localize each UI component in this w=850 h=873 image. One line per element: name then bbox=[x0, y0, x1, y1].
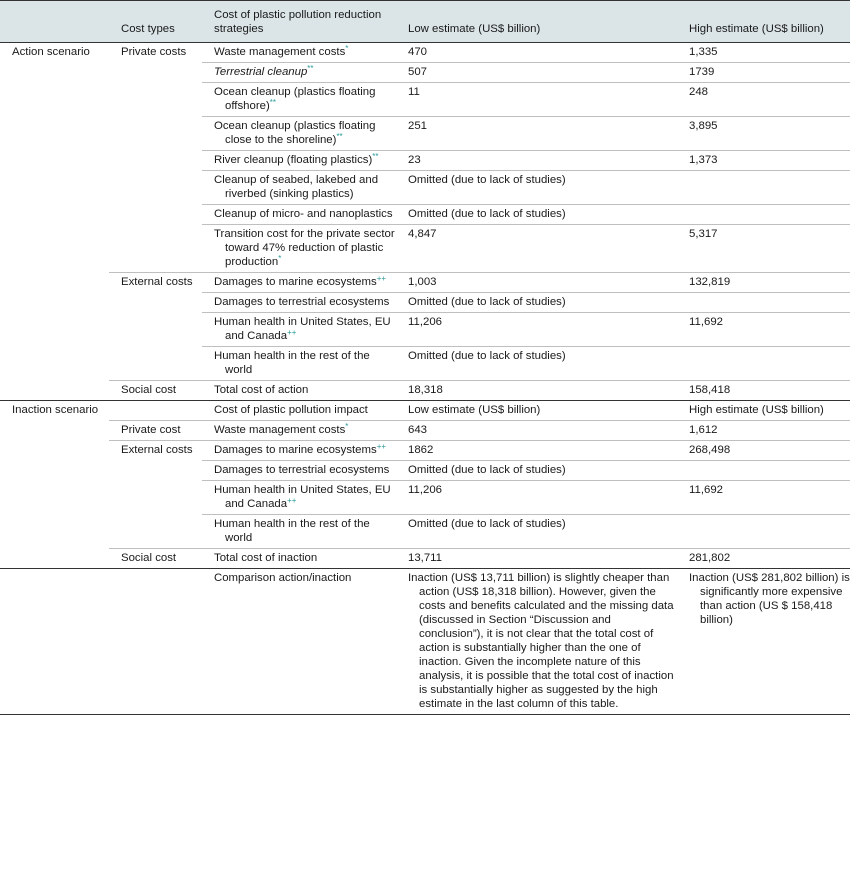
scenario-label bbox=[0, 273, 109, 293]
cost-item-label: Human health in United States, EU and Canada bbox=[214, 316, 391, 342]
footnote-mark: ** bbox=[269, 98, 276, 107]
cost-item-label: Cleanup of micro- and nanoplastics bbox=[214, 208, 393, 220]
cost-type bbox=[109, 225, 202, 273]
cost-item bbox=[202, 151, 396, 171]
footnote-mark: * bbox=[278, 254, 282, 263]
cost-type bbox=[109, 515, 202, 549]
cost-item-wrap bbox=[214, 227, 396, 269]
high-estimate: 132,819 bbox=[677, 273, 850, 293]
footnote-mark: * bbox=[345, 422, 349, 431]
cost-item bbox=[202, 83, 396, 117]
cost-item bbox=[202, 117, 396, 151]
footnote-mark: ++ bbox=[287, 328, 297, 337]
scenario-label bbox=[0, 381, 109, 401]
scenario-empty bbox=[0, 481, 109, 515]
scenario-label bbox=[0, 313, 109, 347]
low-estimate: 251 bbox=[396, 117, 677, 151]
cost-item bbox=[202, 293, 396, 313]
cost-item-wrap bbox=[214, 517, 396, 545]
scenario-label bbox=[0, 117, 109, 151]
high-estimate: 1,373 bbox=[677, 151, 850, 171]
low-estimate: Omitted (due to lack of studies) bbox=[396, 171, 677, 205]
cost-item-wrap bbox=[214, 295, 396, 309]
table-header-row bbox=[0, 1, 850, 43]
high-estimate: 1739 bbox=[677, 63, 850, 83]
table-row bbox=[0, 347, 850, 381]
low-estimate: 643 bbox=[396, 421, 677, 441]
scenario-label bbox=[0, 171, 109, 205]
high-estimate: 1,612 bbox=[677, 421, 850, 441]
high-estimate: 268,498 bbox=[677, 441, 850, 461]
cost-item-label: Total cost of inaction bbox=[214, 552, 318, 564]
cost-item-label: Terrestrial cleanup bbox=[214, 66, 308, 78]
table-row bbox=[0, 273, 850, 293]
table-row bbox=[0, 421, 850, 441]
cost-item-label: Ocean cleanup (plastics floating offshore) bbox=[214, 86, 376, 112]
comparison-low: Inaction (US$ 13,711 billion) is slightly cheaper than action (US$ 18,318 billion). However, given the costs and benefits calculated and the missing data (discussed in Section “Discussion and conclusion”), it is not clear that the total cost of action is substantially higher than the one of inaction. Given the incomplete nature of this analysis, it is possible that the total cost of inaction is substantially higher as suggested by the high estimate in the last column of this table. bbox=[396, 569, 677, 715]
inaction-header-row bbox=[0, 401, 850, 421]
table-row bbox=[0, 549, 850, 569]
low-estimate: 11 bbox=[396, 83, 677, 117]
cost-type bbox=[109, 171, 202, 205]
low-estimate: 1862 bbox=[396, 441, 677, 461]
header-cost-types: Cost types bbox=[109, 1, 202, 43]
scenario-label bbox=[0, 151, 109, 171]
comparison-label: Comparison action/inaction bbox=[202, 569, 396, 715]
cost-type bbox=[109, 151, 202, 171]
cost-item bbox=[202, 63, 396, 83]
cost-item-label: Damages to marine ecosystems bbox=[214, 276, 377, 288]
low-estimate: Omitted (due to lack of studies) bbox=[396, 461, 677, 481]
high-estimate bbox=[677, 293, 850, 313]
high-estimate: 11,692 bbox=[677, 481, 850, 515]
cost-type: Private cost bbox=[109, 421, 202, 441]
low-estimate: 1,003 bbox=[396, 273, 677, 293]
cost-item bbox=[202, 461, 396, 481]
high-estimate: 248 bbox=[677, 83, 850, 117]
low-estimate: 507 bbox=[396, 63, 677, 83]
footnote-mark: ** bbox=[336, 132, 343, 141]
cost-item-label: Waste management costs bbox=[214, 424, 346, 436]
high-estimate bbox=[677, 347, 850, 381]
scenario-empty bbox=[0, 421, 109, 441]
cost-item-label: Damages to terrestrial ecosystems bbox=[214, 464, 390, 476]
low-estimate: 23 bbox=[396, 151, 677, 171]
cost-type: Social cost bbox=[121, 552, 177, 564]
header-low-estimate: Low estimate (US$ billion) bbox=[396, 1, 677, 43]
cost-type bbox=[109, 205, 202, 225]
cost-type: External costs bbox=[121, 444, 193, 456]
cost-item bbox=[202, 381, 396, 401]
comparison-empty-2 bbox=[109, 569, 202, 715]
low-estimate: Omitted (due to lack of studies) bbox=[396, 293, 677, 313]
table-row bbox=[0, 83, 850, 117]
cost-item-wrap bbox=[214, 173, 396, 201]
cost-item-wrap bbox=[214, 207, 396, 221]
cost-item-wrap bbox=[214, 551, 396, 565]
cost-item-wrap bbox=[214, 483, 396, 511]
cost-item-label: Ocean cleanup (plastics floating close to the shoreline) bbox=[214, 120, 376, 146]
table-row bbox=[0, 461, 850, 481]
scenario-empty bbox=[0, 461, 109, 481]
table-row bbox=[0, 63, 850, 83]
cost-item-wrap bbox=[214, 383, 396, 397]
low-estimate: Omitted (due to lack of studies) bbox=[396, 347, 677, 381]
cost-type bbox=[109, 83, 202, 117]
scenario-label bbox=[0, 293, 109, 313]
low-estimate: 470 bbox=[396, 43, 677, 63]
high-estimate: 158,418 bbox=[689, 384, 731, 396]
comparison-row bbox=[0, 569, 850, 715]
table-row bbox=[0, 151, 850, 171]
cost-item bbox=[202, 441, 396, 461]
low-estimate: 4,847 bbox=[396, 225, 677, 273]
scenario-label bbox=[0, 63, 109, 83]
cost-item-wrap bbox=[214, 463, 396, 477]
cost-type bbox=[109, 313, 202, 347]
low-estimate: 18,318 bbox=[408, 384, 443, 396]
cost-item bbox=[202, 171, 396, 205]
table-row bbox=[0, 117, 850, 151]
cost-item bbox=[202, 515, 396, 549]
table-row bbox=[0, 293, 850, 313]
cost-item-label: River cleanup (floating plastics) bbox=[214, 154, 373, 166]
cost-type bbox=[109, 63, 202, 83]
table-row bbox=[0, 313, 850, 347]
inaction-high-header: High estimate (US$ billion) bbox=[677, 401, 850, 421]
high-estimate bbox=[677, 515, 850, 549]
header-high-estimate: High estimate (US$ billion) bbox=[677, 1, 850, 43]
action-scenario-body bbox=[0, 43, 850, 401]
table-row bbox=[0, 225, 850, 273]
table-row bbox=[0, 481, 850, 515]
cost-item-wrap bbox=[214, 65, 396, 79]
cost-type-empty bbox=[109, 401, 202, 421]
cost-item-label: Damages to terrestrial ecosystems bbox=[214, 296, 390, 308]
cost-item-wrap bbox=[214, 85, 396, 113]
high-estimate bbox=[677, 461, 850, 481]
table-row bbox=[0, 171, 850, 205]
scenario-empty bbox=[0, 441, 109, 461]
scenario-empty bbox=[0, 549, 109, 569]
cost-item bbox=[202, 43, 396, 63]
scenario-label bbox=[0, 83, 109, 117]
cost-type bbox=[109, 117, 202, 151]
low-estimate: Omitted (due to lack of studies) bbox=[396, 205, 677, 225]
cost-item-label: Human health in the rest of the world bbox=[214, 518, 370, 544]
cost-type bbox=[109, 293, 202, 313]
scenario-empty bbox=[0, 515, 109, 549]
inaction-item-header: Cost of plastic pollution impact bbox=[202, 401, 396, 421]
footnote-mark: ++ bbox=[287, 496, 297, 505]
footnote-mark: ++ bbox=[376, 274, 387, 283]
header-cost-strategies: Cost of plastic pollution reduction strategies bbox=[202, 1, 396, 43]
cost-item bbox=[202, 421, 396, 441]
cost-item-wrap bbox=[214, 45, 396, 59]
footnote-mark: * bbox=[345, 44, 349, 53]
high-estimate: 3,895 bbox=[677, 117, 850, 151]
table-row bbox=[0, 441, 850, 461]
high-estimate: 5,317 bbox=[677, 225, 850, 273]
footnote-mark: ** bbox=[372, 152, 379, 161]
inaction-scenario-body bbox=[0, 401, 850, 569]
cost-type bbox=[109, 461, 202, 481]
scenario-label bbox=[0, 347, 109, 381]
cost-item bbox=[202, 205, 396, 225]
cost-item-label: Cleanup of seabed, lakebed and riverbed (sinking plastics) bbox=[214, 174, 379, 200]
comparison-high: Inaction (US$ 281,802 billion) is significantly more expensive than action (US $ 158,418 billion) bbox=[677, 569, 850, 715]
cost-item-label: Waste management costs bbox=[214, 46, 346, 58]
cost-type: External costs bbox=[121, 276, 193, 288]
cost-item-label: Damages to marine ecosystems bbox=[214, 444, 377, 456]
table-row bbox=[0, 515, 850, 549]
cost-item bbox=[202, 313, 396, 347]
scenario-label: Action scenario bbox=[12, 46, 90, 58]
footnote-mark: ** bbox=[307, 64, 314, 73]
low-estimate: 11,206 bbox=[396, 313, 677, 347]
scenario-label bbox=[0, 205, 109, 225]
cost-item bbox=[202, 481, 396, 515]
cost-type: Social cost bbox=[121, 384, 177, 396]
cost-item bbox=[202, 225, 396, 273]
table-row bbox=[0, 43, 850, 63]
low-estimate: 11,206 bbox=[396, 481, 677, 515]
cost-item-wrap bbox=[214, 119, 396, 147]
high-estimate: 281,802 bbox=[689, 552, 731, 564]
cost-item bbox=[202, 347, 396, 381]
inaction-low-header: Low estimate (US$ billion) bbox=[396, 401, 677, 421]
table-row bbox=[0, 381, 850, 401]
cost-type bbox=[109, 481, 202, 515]
comparison-empty-1 bbox=[0, 569, 109, 715]
cost-item bbox=[202, 549, 396, 569]
cost-item-wrap bbox=[214, 349, 396, 377]
cost-item-wrap bbox=[214, 275, 396, 289]
table-row bbox=[0, 205, 850, 225]
cost-item-label: Human health in United States, EU and Canada bbox=[214, 484, 391, 510]
cost-item-label: Human health in the rest of the world bbox=[214, 350, 370, 376]
cost-item-label: Transition cost for the private sector toward 47% reduction of plastic production bbox=[214, 228, 395, 268]
low-estimate: 13,711 bbox=[408, 552, 442, 564]
high-estimate: 1,335 bbox=[677, 43, 850, 63]
cost-type bbox=[109, 347, 202, 381]
cost-item-wrap bbox=[214, 153, 396, 167]
comparison-body bbox=[0, 569, 850, 715]
high-estimate bbox=[677, 205, 850, 225]
cost-item-wrap bbox=[214, 315, 396, 343]
header-col1 bbox=[0, 1, 109, 43]
high-estimate: 11,692 bbox=[677, 313, 850, 347]
footnote-mark: ++ bbox=[376, 442, 387, 451]
cost-item-wrap bbox=[214, 423, 396, 437]
cost-type: Private costs bbox=[121, 46, 187, 58]
scenario-label bbox=[0, 225, 109, 273]
cost-item-wrap bbox=[214, 443, 396, 457]
low-estimate: Omitted (due to lack of studies) bbox=[396, 515, 677, 549]
scenario-label: Inaction scenario bbox=[0, 401, 109, 421]
cost-item bbox=[202, 273, 396, 293]
cost-item-label: Total cost of action bbox=[214, 384, 309, 396]
high-estimate bbox=[677, 171, 850, 205]
